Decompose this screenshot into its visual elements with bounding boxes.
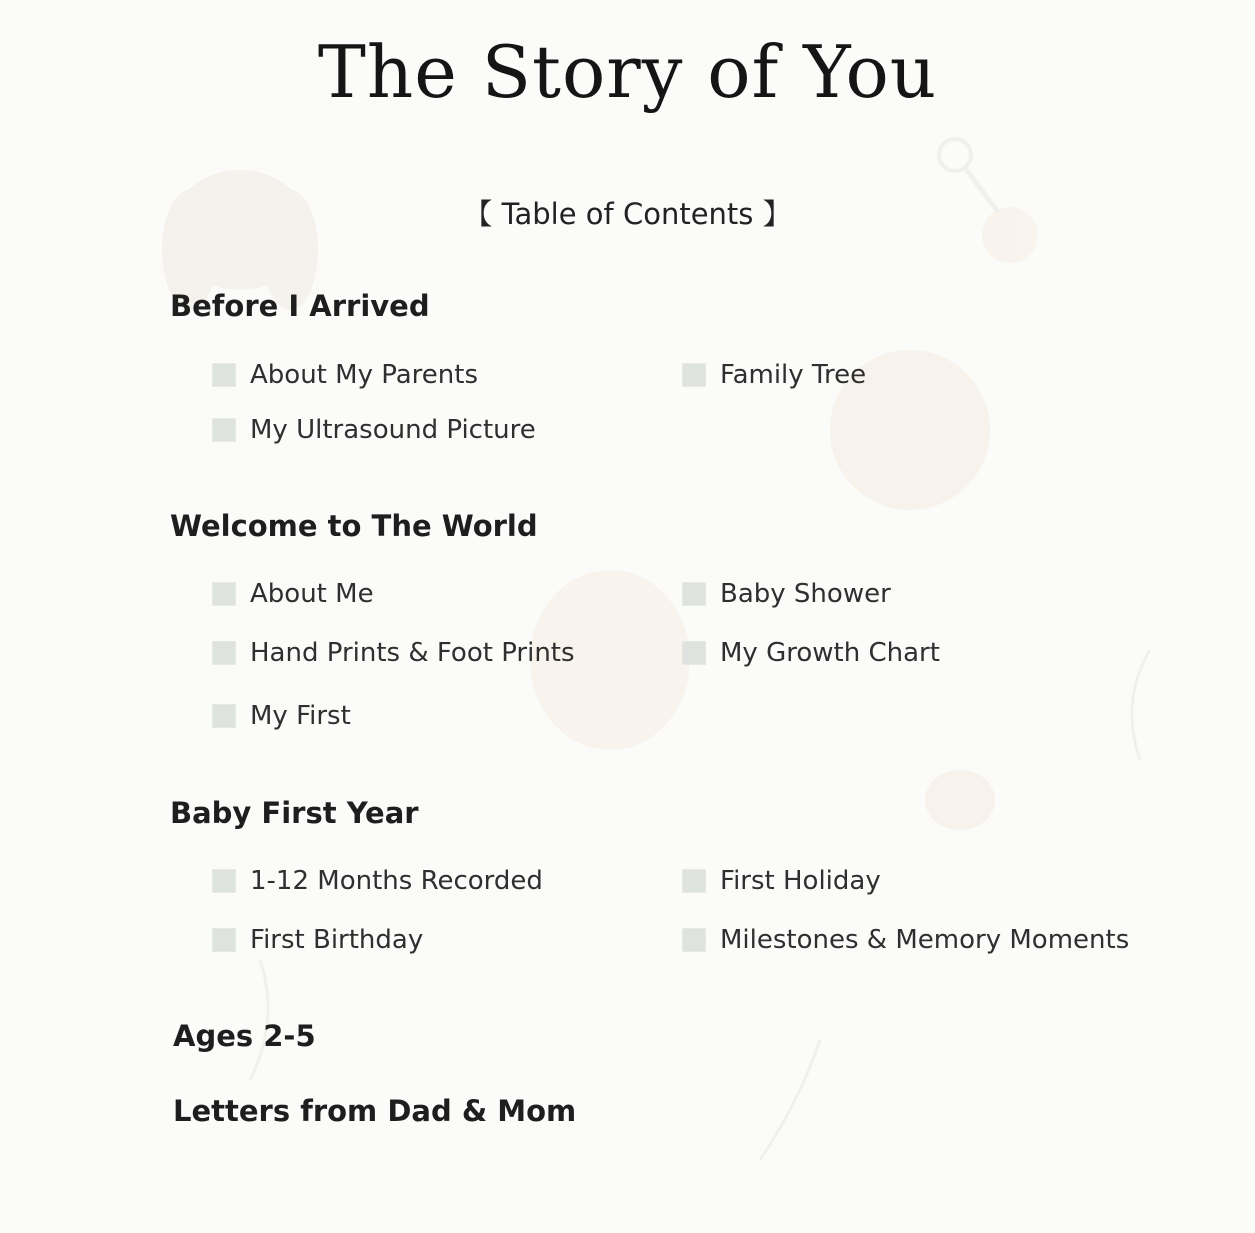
toc-item-label: First Holiday <box>720 866 881 896</box>
toc-item-label: Baby Shower <box>720 579 891 609</box>
leaf-illustration <box>760 1040 820 1160</box>
toc-item-label: 1-12 Months Recorded <box>250 866 543 896</box>
toc-item-my-first[interactable] <box>212 703 351 729</box>
toc-item-label: My Growth Chart <box>720 638 940 668</box>
toc-heading: 【 Table of Contents 】 <box>463 197 792 231</box>
checkbox[interactable] <box>212 363 236 387</box>
checkbox[interactable] <box>212 928 236 952</box>
toc-item-label: About Me <box>250 579 374 609</box>
toc-item-first-holiday[interactable] <box>682 868 881 894</box>
checkbox[interactable] <box>682 363 706 387</box>
toc-item-my-ultrasound-picture[interactable] <box>212 417 536 443</box>
section-title-letters-from-dad-mom: Letters from Dad & Mom <box>173 1094 577 1128</box>
pacifier-illustration <box>925 770 995 830</box>
toc-item-about-me[interactable] <box>212 581 374 607</box>
toc-item-1-12-months-recorded[interactable] <box>212 868 543 894</box>
toc-item-label: My First <box>250 701 351 731</box>
toc-item-milestones-memory-moments[interactable] <box>682 927 1129 953</box>
rattle-ring-illustration <box>939 139 971 171</box>
checkbox[interactable] <box>682 869 706 893</box>
toc-item-label: First Birthday <box>250 925 424 955</box>
toc-item-hand-prints-foot-prints[interactable] <box>212 640 575 666</box>
toc-item-label: Milestones & Memory Moments <box>720 925 1130 955</box>
section-title-welcome-to-the-world: Welcome to The World <box>170 509 538 543</box>
leaf-illustration <box>1132 650 1150 760</box>
toc-item-baby-shower[interactable] <box>682 581 891 607</box>
checkbox[interactable] <box>682 582 706 606</box>
toc-item-label: My Ultrasound Picture <box>250 415 536 445</box>
section-title-before-i-arrived: Before I Arrived <box>170 289 430 323</box>
checkbox[interactable] <box>212 418 236 442</box>
checkbox[interactable] <box>682 641 706 665</box>
section-title-baby-first-year: Baby First Year <box>170 796 419 830</box>
toc-item-label: About My Parents <box>250 360 478 390</box>
section-title-ages-2-5: Ages 2-5 <box>173 1019 316 1053</box>
toc-item-label: Hand Prints & Foot Prints <box>250 638 575 668</box>
checkbox[interactable] <box>212 869 236 893</box>
checkbox[interactable] <box>212 582 236 606</box>
checkbox[interactable] <box>212 704 236 728</box>
checkbox[interactable] <box>682 928 706 952</box>
toc-item-family-tree[interactable] <box>682 362 866 388</box>
page-title: The Story of You <box>317 30 938 114</box>
toc-item-label: Family Tree <box>720 360 867 390</box>
checkbox[interactable] <box>212 641 236 665</box>
toc-item-about-my-parents[interactable] <box>212 362 478 388</box>
toc-item-my-growth-chart[interactable] <box>682 640 940 666</box>
toc-item-first-birthday[interactable] <box>212 927 423 953</box>
